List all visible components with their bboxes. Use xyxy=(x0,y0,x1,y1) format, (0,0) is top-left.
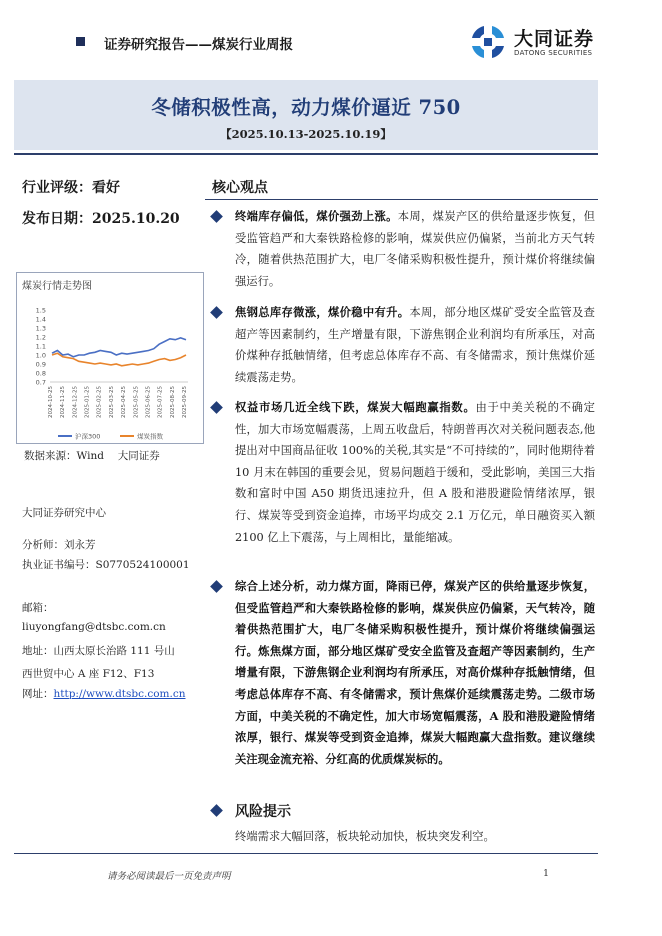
x-tick-label: 2025-04-25 xyxy=(121,386,128,418)
address-line-2: 西世贸中心 A 座 F12、F13 xyxy=(22,668,155,680)
y-tick-label: 0.9 xyxy=(35,360,46,369)
bullet-diamond-icon xyxy=(210,306,223,319)
logo-chinese-name: 大同证券 xyxy=(514,28,595,50)
x-tick-label: 2025-09-25 xyxy=(182,386,188,418)
x-tick-label: 2025-05-25 xyxy=(133,386,140,418)
y-tick-label: 1.5 xyxy=(35,306,46,315)
series-line xyxy=(52,353,186,366)
address-line-1: 地址：山西太原长治路 111 号山 xyxy=(22,645,175,657)
x-tick-label: 2024-11-25 xyxy=(60,386,67,418)
x-tick-label: 2025-07-25 xyxy=(157,386,164,418)
risk-text: 终端需求大幅回落，板块轮动加快，板块突发利空。 xyxy=(235,830,495,843)
analyst-name: 分析师：刘永芳 xyxy=(22,539,96,551)
legend-label: 沪深300 xyxy=(75,432,101,441)
page-number: 1 xyxy=(543,868,550,879)
industry-rating: 行业评级：看好 xyxy=(22,180,120,196)
y-tick-label: 1.3 xyxy=(35,324,46,333)
paragraph-lead: 权益市场几近全线下跌，煤炭大幅跑赢指数。 xyxy=(235,400,476,414)
viewpoint-paragraph-3 xyxy=(235,397,595,548)
chart-title: 煤炭行情走势图 xyxy=(22,281,92,292)
chart-lines xyxy=(52,338,186,366)
y-axis xyxy=(36,307,188,387)
logo-english-name: DATONG SECURITIES xyxy=(514,49,593,57)
report-type-title: 证券研究报告——煤炭行业周报 xyxy=(104,37,293,53)
x-tick-label: 2025-06-25 xyxy=(145,386,152,418)
divider xyxy=(14,153,598,155)
paragraph-body: 由于中美关税的不确定性，加大市场宽幅震荡，上周五收盘后，特朗普再次对关税问题表态,他提出对中国商品征收 100%的关税,其实是“不可持续的”，同时他期待着 10 月末在韩国的重要会见，贸易问题趋于缓和，受此影响，美国三大指数和富时中国 A50 期货迅速拉升，但 A 股和港股避险情绪浓厚，银行、煤炭等受到资金追捧，市场平均成交 2.1 万亿元，单日融资买入额 2100 亿上下震荡，与上周相比，量能缩减。 xyxy=(235,401,595,544)
data-source: 数据来源：Wind 大同证券 xyxy=(24,450,160,462)
x-tick-label: 2025-01-25 xyxy=(84,386,91,418)
risk-title: 风险提示 xyxy=(235,804,291,820)
paragraph-lead: 终端库存偏低，煤价强劲上涨。 xyxy=(235,209,398,223)
x-tick-label: 2024-12-25 xyxy=(72,386,79,418)
core-viewpoint-title: 核心观点 xyxy=(212,180,268,196)
bullet-diamond-icon xyxy=(210,804,223,817)
header-marker xyxy=(76,37,85,46)
research-center: 大同证券研究中心 xyxy=(22,507,106,519)
y-tick-label: 0.8 xyxy=(35,369,46,378)
series-line xyxy=(52,338,186,357)
x-axis xyxy=(48,386,188,418)
report-date-range: 【2025.10.13-2025.10.19】 xyxy=(220,127,392,141)
bullet-diamond-icon xyxy=(210,210,223,223)
email-address[interactable]: liuyongfang@dtsbc.com.cn xyxy=(22,621,166,633)
market-trend-chart xyxy=(18,296,200,442)
disclaimer-note: 请务必阅读最后一页免责声明 xyxy=(107,871,231,882)
y-tick-label: 1.0 xyxy=(35,351,46,360)
y-tick-label: 1.2 xyxy=(35,333,46,342)
email-label: 邮箱： xyxy=(22,602,54,614)
x-tick-label: 2024-10-25 xyxy=(48,386,54,418)
paragraph-body: 本周，部分地区煤矿受安全监管及查超产等因素制约，生产增量有限，下游焦钢企业利润均有所承压，对高价煤种存抵触情绪，但考虑总体库存不高、有冬储需求，预计焦煤价延续震荡走势。 xyxy=(235,306,595,384)
bullet-diamond-icon xyxy=(210,401,223,414)
x-tick-label: 2025-02-25 xyxy=(96,386,103,418)
paragraph-lead: 焦钢总库存微涨，煤价稳中有升。 xyxy=(235,305,410,319)
bullet-diamond-icon xyxy=(210,580,223,593)
paragraph-body: 本周，煤炭产区的供给量逐步恢复，但受监管趋严和大秦铁路检修的影响，煤炭供应仍偏紧，当前北方天气转冷，随着供热范围扩大，电厂冬储采购积极性提升，预计煤价将继续偏强运行。 xyxy=(235,210,595,288)
website-link[interactable]: http://www.dtsbc.com.cn xyxy=(53,688,186,700)
x-tick-label: 2025-03-25 xyxy=(108,386,115,418)
viewpoint-paragraph-2 xyxy=(235,302,595,388)
divider xyxy=(14,853,598,854)
y-tick-label: 1.1 xyxy=(35,342,46,351)
y-tick-label: 0.7 xyxy=(35,378,46,387)
y-tick-label: 1.4 xyxy=(35,315,46,324)
website-label: 网址： xyxy=(22,688,54,700)
legend-label: 煤炭指数 xyxy=(137,432,163,441)
x-tick-label: 2025-08-25 xyxy=(169,386,176,418)
report-headline: 冬储积极性高，动力煤价逼近 750 xyxy=(151,96,461,119)
chart-legend xyxy=(58,432,164,441)
summary-paragraph: 综合上述分析，动力煤方面，降雨已停，煤炭产区的供给量逐步恢复，但受监管趋严和大秦铁路检修的影响，煤炭供应仍偏紧，天气转冷，随着供热范围扩大，电厂冬储采购积极性提升，预计煤价将继续偏强运行。炼焦煤方面，部分地区煤矿受安全监管及查超产等因素制约，生产增量有限，下游焦钢企业利润均有所承压，对高价煤种存抵触情绪，但考虑总体库存不高、有冬储需求，预计焦煤价延续震荡走势。二级市场方面，中美关税的不确定性，加大市场宽幅震荡，A 股和港股避险情绪浓厚，银行、煤炭等受到资金追捧，煤炭大幅跑赢大盘指数。建议继续关注现金流充裕、分红高的优质煤炭标的。 xyxy=(235,579,595,766)
viewpoint-paragraph-1 xyxy=(235,206,595,292)
divider xyxy=(205,199,598,200)
publish-date: 发布日期：2025.10.20 xyxy=(22,211,180,227)
website-row xyxy=(22,686,186,701)
certificate-number: 执业证书编号：S0770524100001 xyxy=(22,559,190,571)
